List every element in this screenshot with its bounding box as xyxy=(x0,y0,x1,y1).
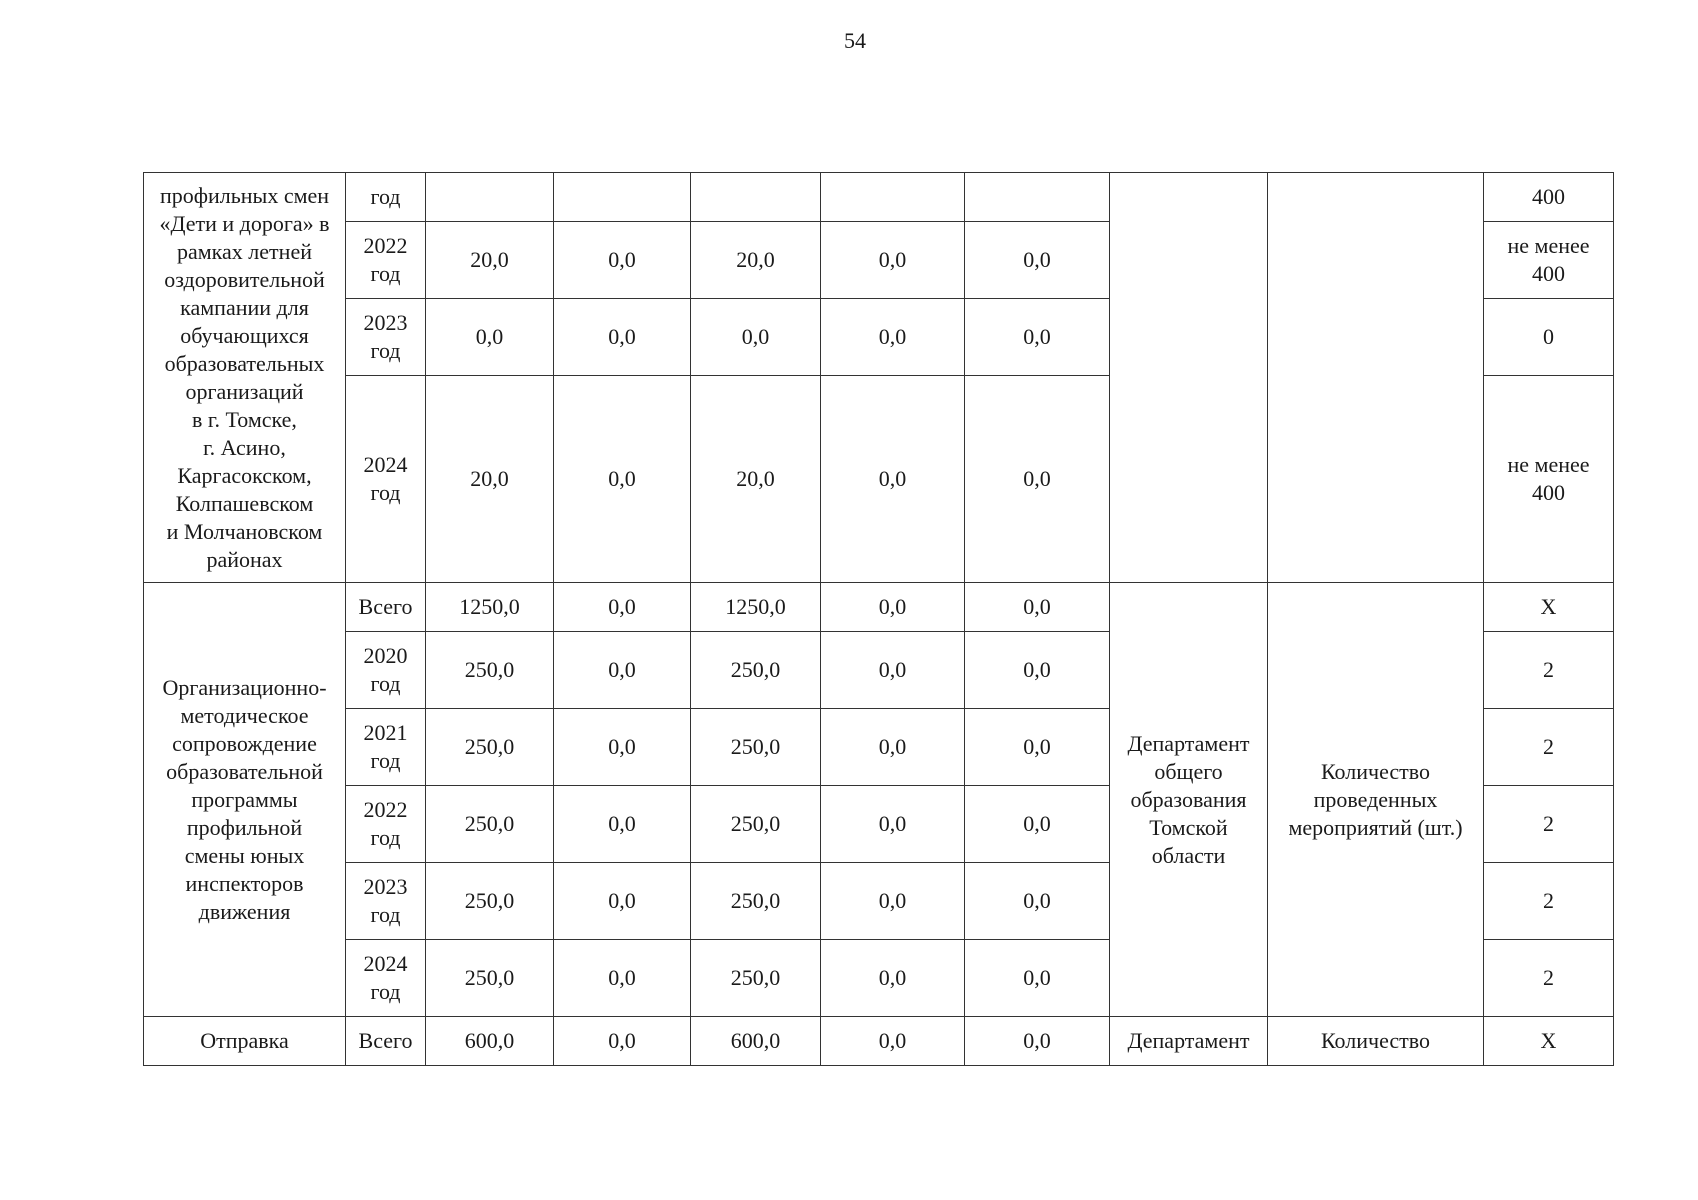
indicator-value-cell xyxy=(1484,940,1614,1017)
value-cell: 0,0 xyxy=(821,1017,965,1066)
indicator-value-cell xyxy=(1484,173,1614,222)
cell-line: не менее xyxy=(1507,233,1590,258)
cell-line: Всего xyxy=(358,594,413,619)
cell-line: год xyxy=(370,748,401,773)
value-cell: 0,0 xyxy=(965,632,1110,709)
cell-line: обучающихся xyxy=(180,322,309,348)
value-cell: 20,0 xyxy=(426,222,554,299)
year-cell xyxy=(346,376,426,583)
cell-line: оздоровительной xyxy=(164,266,325,292)
value-cell: 0,0 xyxy=(965,709,1110,786)
value-cell: 1250,0 xyxy=(426,583,554,632)
cell-line: Количество xyxy=(1320,758,1431,784)
value-cell xyxy=(426,173,554,222)
value-cell: 0,0 xyxy=(554,299,691,376)
cell-line: 2024 xyxy=(363,452,408,477)
activity-name-cell xyxy=(144,1017,346,1066)
table-row xyxy=(144,173,1614,222)
activity-name-cell xyxy=(144,583,346,1017)
cell-line: X xyxy=(1540,1028,1557,1053)
year-cell xyxy=(346,1017,426,1066)
cell-line: год xyxy=(370,261,401,286)
cell-line: 2 xyxy=(1543,965,1554,990)
indicator-cell xyxy=(1268,583,1484,1017)
cell-line: 2023 xyxy=(363,874,408,899)
cell-line: общего xyxy=(1154,758,1223,784)
cell-line: год xyxy=(370,184,401,209)
value-cell: 0,0 xyxy=(554,863,691,940)
year-cell xyxy=(346,940,426,1017)
cell-line: проведенных xyxy=(1313,786,1438,812)
cell-line: 400 xyxy=(1532,480,1565,505)
value-cell: 250,0 xyxy=(691,863,821,940)
indicator-value-cell xyxy=(1484,786,1614,863)
cell-line: смены юных xyxy=(184,842,305,868)
value-cell: 0,0 xyxy=(554,709,691,786)
value-cell: 250,0 xyxy=(426,940,554,1017)
value-cell: 0,0 xyxy=(821,863,965,940)
value-cell: 0,0 xyxy=(554,632,691,709)
value-cell: 0,0 xyxy=(965,940,1110,1017)
value-cell: 0,0 xyxy=(554,583,691,632)
cell-line: 2024 xyxy=(363,951,408,976)
indicator-value-cell xyxy=(1484,376,1614,583)
year-cell xyxy=(346,786,426,863)
year-cell xyxy=(346,173,426,222)
value-cell xyxy=(554,173,691,222)
cell-line: образовательной xyxy=(166,758,323,784)
cell-line: год xyxy=(370,902,401,927)
table-row xyxy=(144,583,1614,632)
value-cell: 20,0 xyxy=(426,376,554,583)
cell-line: кампании для xyxy=(180,294,309,320)
cell-line: 2 xyxy=(1543,734,1554,759)
cell-line: сопровождение xyxy=(172,730,317,756)
cell-line: 2 xyxy=(1543,888,1554,913)
cell-line: г. Асино, xyxy=(203,434,286,460)
cell-line: Всего xyxy=(358,1028,413,1053)
indicator-value-cell xyxy=(1484,632,1614,709)
cell-line: организаций xyxy=(185,378,304,404)
value-cell: 0,0 xyxy=(965,863,1110,940)
indicator-cell xyxy=(1268,1017,1484,1066)
value-cell: 250,0 xyxy=(691,632,821,709)
value-cell: 0,0 xyxy=(554,376,691,583)
year-cell xyxy=(346,863,426,940)
executor-cell xyxy=(1110,173,1268,583)
year-cell xyxy=(346,709,426,786)
value-cell: 0,0 xyxy=(965,1017,1110,1066)
indicator-value-cell xyxy=(1484,863,1614,940)
cell-line: год xyxy=(370,671,401,696)
value-cell: 0,0 xyxy=(821,583,965,632)
budget-table xyxy=(143,172,1614,1066)
cell-line: год xyxy=(370,338,401,363)
value-cell: 20,0 xyxy=(691,376,821,583)
value-cell: 250,0 xyxy=(426,863,554,940)
indicator-value-cell xyxy=(1484,1017,1614,1066)
value-cell xyxy=(691,173,821,222)
value-cell: 250,0 xyxy=(691,940,821,1017)
cell-line: 2022 xyxy=(363,233,408,258)
cell-line: Колпашевском xyxy=(175,490,314,516)
cell-line: год xyxy=(370,825,401,850)
value-cell: 0,0 xyxy=(965,299,1110,376)
cell-line: инспекторов xyxy=(185,870,304,896)
value-cell xyxy=(965,173,1110,222)
value-cell: 0,0 xyxy=(821,376,965,583)
cell-line: методическое xyxy=(180,702,309,728)
cell-line: мероприятий (шт.) xyxy=(1288,814,1463,840)
cell-line: программы xyxy=(191,786,298,812)
value-cell: 600,0 xyxy=(691,1017,821,1066)
cell-line: в г. Томске, xyxy=(192,406,297,432)
cell-line: Департамент xyxy=(1127,730,1250,756)
indicator-cell xyxy=(1268,173,1484,583)
table-row xyxy=(144,1017,1614,1066)
value-cell: 0,0 xyxy=(554,1017,691,1066)
value-cell xyxy=(821,173,965,222)
value-cell: 0,0 xyxy=(965,786,1110,863)
cell-line: «Дети и дорога» в xyxy=(159,210,330,236)
cell-line: образования xyxy=(1130,786,1247,812)
cell-line: Каргасокском, xyxy=(177,462,312,488)
value-cell: 600,0 xyxy=(426,1017,554,1066)
cell-line: Организационно- xyxy=(162,674,327,700)
value-cell: 0,0 xyxy=(691,299,821,376)
cell-line: 2 xyxy=(1543,811,1554,836)
value-cell: 250,0 xyxy=(691,786,821,863)
cell-line: 400 xyxy=(1532,184,1565,209)
value-cell: 0,0 xyxy=(821,786,965,863)
cell-line: 2023 xyxy=(363,310,408,335)
cell-line: движения xyxy=(198,898,291,924)
cell-line: профильной xyxy=(186,814,303,840)
value-cell: 0,0 xyxy=(821,222,965,299)
cell-line: Департамент xyxy=(1127,1028,1250,1053)
cell-line: Томской xyxy=(1149,814,1228,840)
cell-line: 400 xyxy=(1532,261,1565,286)
cell-line: районах xyxy=(206,546,283,572)
cell-line: образовательных xyxy=(164,350,325,376)
cell-line: рамках летней xyxy=(177,238,312,264)
value-cell: 20,0 xyxy=(691,222,821,299)
value-cell: 0,0 xyxy=(965,376,1110,583)
value-cell: 0,0 xyxy=(821,709,965,786)
executor-cell xyxy=(1110,1017,1268,1066)
year-cell xyxy=(346,583,426,632)
value-cell: 0,0 xyxy=(554,786,691,863)
value-cell: 250,0 xyxy=(426,709,554,786)
cell-line: не менее xyxy=(1507,452,1590,477)
indicator-value-cell xyxy=(1484,222,1614,299)
cell-line: и Молчановском xyxy=(166,518,323,544)
cell-line: Количество xyxy=(1320,1028,1431,1053)
year-cell xyxy=(346,632,426,709)
value-cell: 250,0 xyxy=(691,709,821,786)
indicator-value-cell xyxy=(1484,299,1614,376)
value-cell: 1250,0 xyxy=(691,583,821,632)
cell-line: профильных смен xyxy=(159,182,330,208)
value-cell: 250,0 xyxy=(426,632,554,709)
cell-line: Отправка xyxy=(200,1028,289,1053)
cell-line: 2020 xyxy=(363,643,408,668)
cell-line: 0 xyxy=(1543,324,1554,349)
page-number: 54 xyxy=(844,28,866,53)
value-cell: 0,0 xyxy=(965,583,1110,632)
cell-line: 2021 xyxy=(363,720,408,745)
cell-line: области xyxy=(1151,842,1226,868)
value-cell: 0,0 xyxy=(426,299,554,376)
value-cell: 0,0 xyxy=(821,940,965,1017)
value-cell: 0,0 xyxy=(821,632,965,709)
value-cell: 0,0 xyxy=(965,222,1110,299)
cell-line: год xyxy=(370,979,401,1004)
value-cell: 250,0 xyxy=(426,786,554,863)
value-cell: 0,0 xyxy=(554,222,691,299)
executor-cell xyxy=(1110,583,1268,1017)
value-cell: 0,0 xyxy=(821,299,965,376)
cell-line: X xyxy=(1540,594,1557,619)
activity-name-cell xyxy=(144,173,346,583)
indicator-value-cell xyxy=(1484,583,1614,632)
year-cell xyxy=(346,222,426,299)
cell-line: 2 xyxy=(1543,657,1554,682)
year-cell xyxy=(346,299,426,376)
cell-line: год xyxy=(370,480,401,505)
indicator-value-cell xyxy=(1484,709,1614,786)
value-cell: 0,0 xyxy=(554,940,691,1017)
cell-line: 2022 xyxy=(363,797,408,822)
